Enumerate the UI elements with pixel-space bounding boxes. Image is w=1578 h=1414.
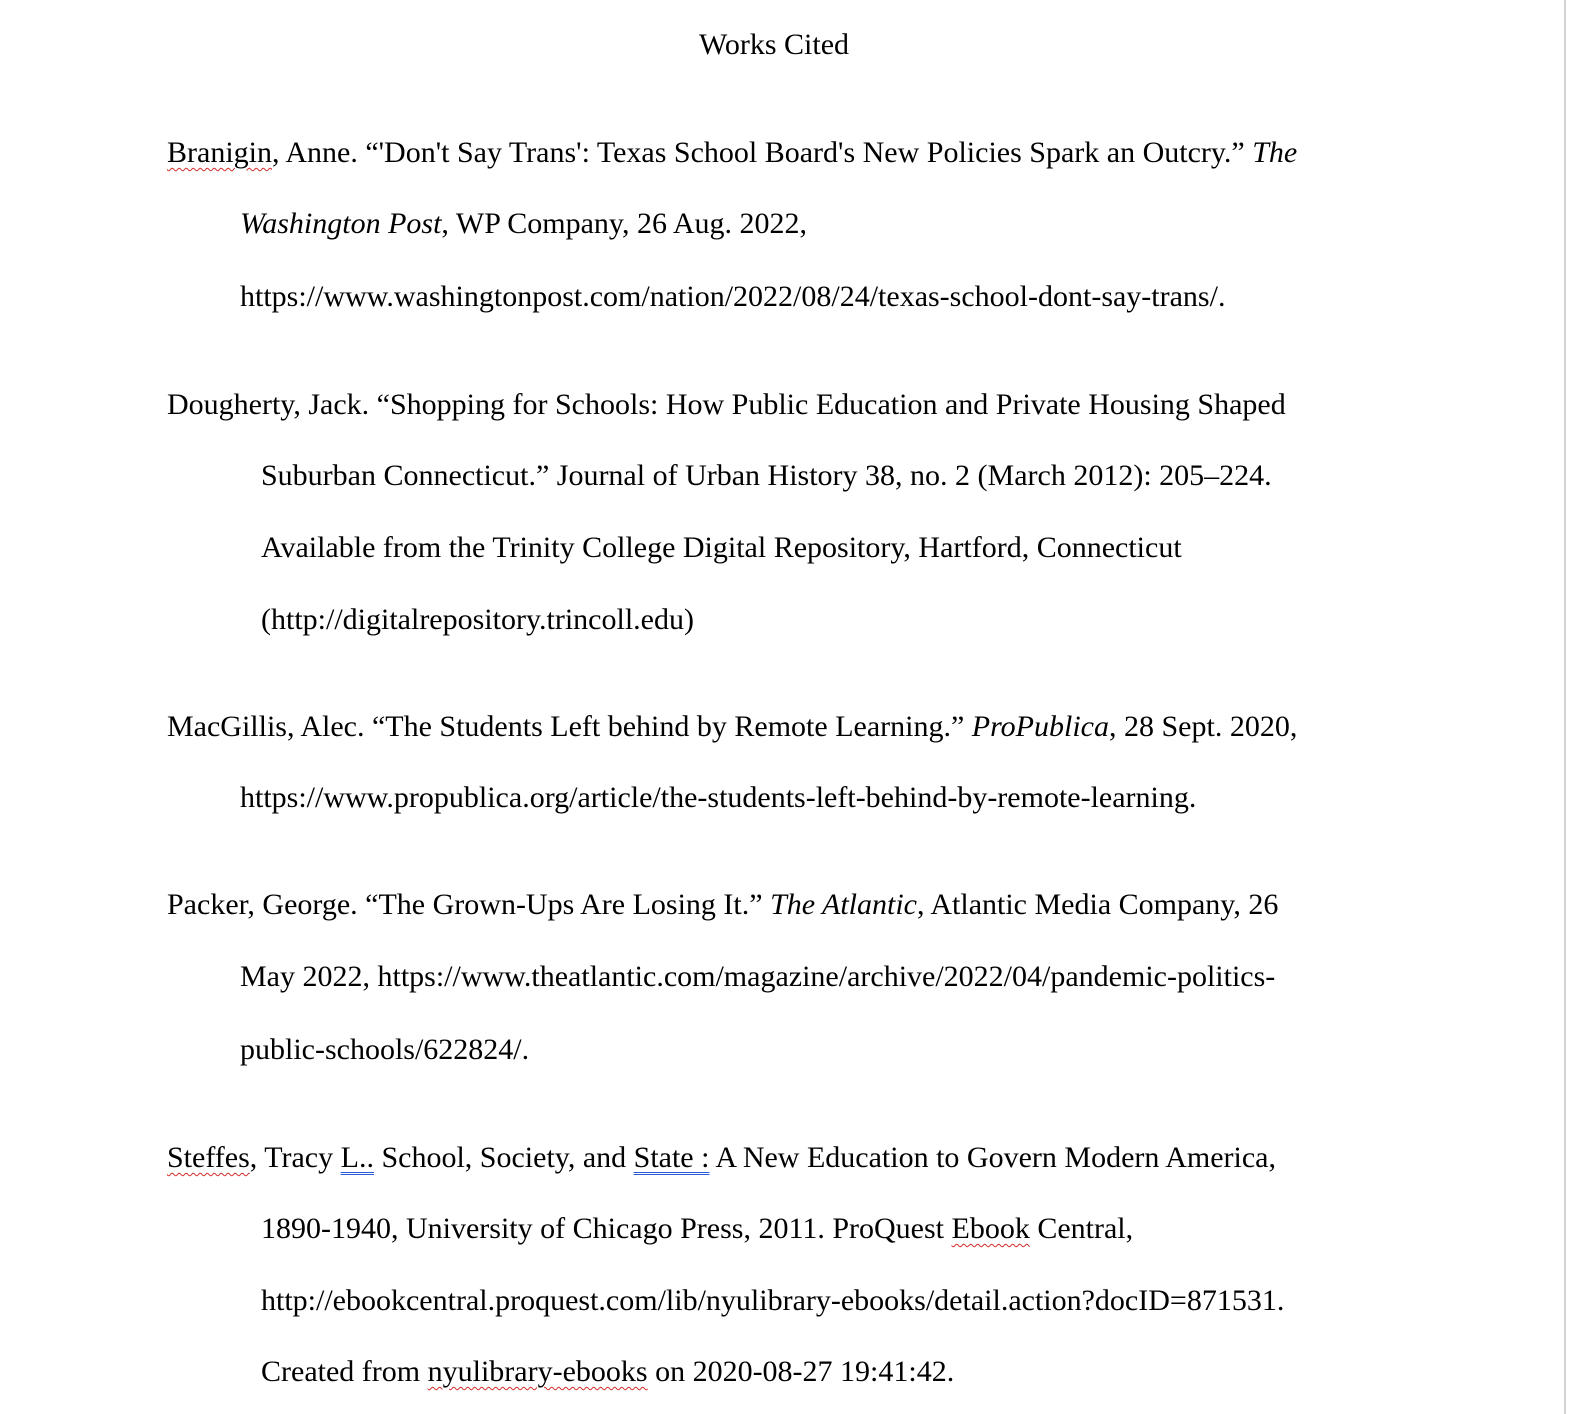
citation-source: The Atlantic — [770, 888, 918, 921]
citation-line: Suburban Connecticut.” Journal of Urban History 38, no. 2 (March 2012): 205–224. — [261, 459, 1272, 492]
citation-url: http://ebookcentral.proquest.com/lib/nyulibrary-ebooks/detail.action?docID=871531. — [261, 1284, 1285, 1317]
citation-text: School, Society, and — [373, 1141, 634, 1174]
citation-text: A New Education to Govern Modern America, — [709, 1141, 1276, 1174]
citation-line: May 2022, https://www.theatlantic.com/magazine/archive/2022/04/pandemic-politics- — [240, 960, 1276, 993]
citation-line — [167, 135, 1297, 171]
citation-url: (http://digitalrepository.trincoll.edu) — [261, 603, 694, 636]
citation-text: Central, — [1029, 1212, 1134, 1245]
citation-line: Dougherty, Jack. “Shopping for Schools: How Public Education and Private Housing Shaped — [167, 388, 1286, 421]
citation-text: , WP Company, 26 Aug. 2022, — [441, 207, 807, 240]
citation-text: , Tracy — [249, 1141, 341, 1174]
citation-line — [240, 206, 807, 242]
citation-url: https://www.propublica.org/article/the-students-left-behind-by-remote-learning. — [240, 781, 1197, 814]
spelling-flag[interactable]: Branigin — [167, 136, 272, 169]
citation-line — [167, 709, 1297, 745]
citation-source: ProPublica — [971, 710, 1109, 743]
grammar-flag[interactable]: State : — [633, 1141, 710, 1174]
spelling-flag[interactable]: Steffes — [167, 1141, 250, 1174]
citation-source: The — [1252, 136, 1298, 169]
citation-text: Packer, George. “The Grown-Ups Are Losing It.” — [167, 888, 771, 921]
grammar-flag[interactable]: L.. — [340, 1141, 374, 1174]
citation-line: public-schools/622824/. — [240, 1033, 530, 1066]
page-edge — [1564, 0, 1566, 1414]
citation-line: Available from the Trinity College Digital Repository, Hartford, Connecticut — [261, 531, 1182, 564]
citation-text: on 2020-08-27 19:41:42. — [647, 1355, 955, 1388]
citation-line — [167, 887, 1278, 923]
page-title: Works Cited — [698, 28, 850, 61]
citation-text: , Anne. “'Don't Say Trans': Texas School Board's New Policies Spark an Outcry.” — [272, 136, 1253, 169]
citation-line — [261, 1211, 1133, 1247]
citation-text: , Atlantic Media Company, 26 — [917, 888, 1279, 921]
spelling-flag[interactable]: Ebook — [951, 1212, 1030, 1245]
citation-line — [167, 1140, 1276, 1176]
citation-text: Created from — [261, 1355, 428, 1388]
citation-url: https://www.washingtonpost.com/nation/2022/08/24/texas-school-dont-say-trans/. — [240, 280, 1226, 313]
citation-text: 1890-1940, University of Chicago Press, 2011. ProQuest — [261, 1212, 952, 1245]
citation-line — [261, 1354, 954, 1390]
citation-source: Washington Post — [240, 207, 442, 240]
citation-text: MacGillis, Alec. “The Students Left behind by Remote Learning.” — [167, 710, 972, 743]
spelling-flag[interactable]: nyulibrary-ebooks — [427, 1355, 648, 1388]
citation-text: , 28 Sept. 2020, — [1109, 710, 1298, 743]
